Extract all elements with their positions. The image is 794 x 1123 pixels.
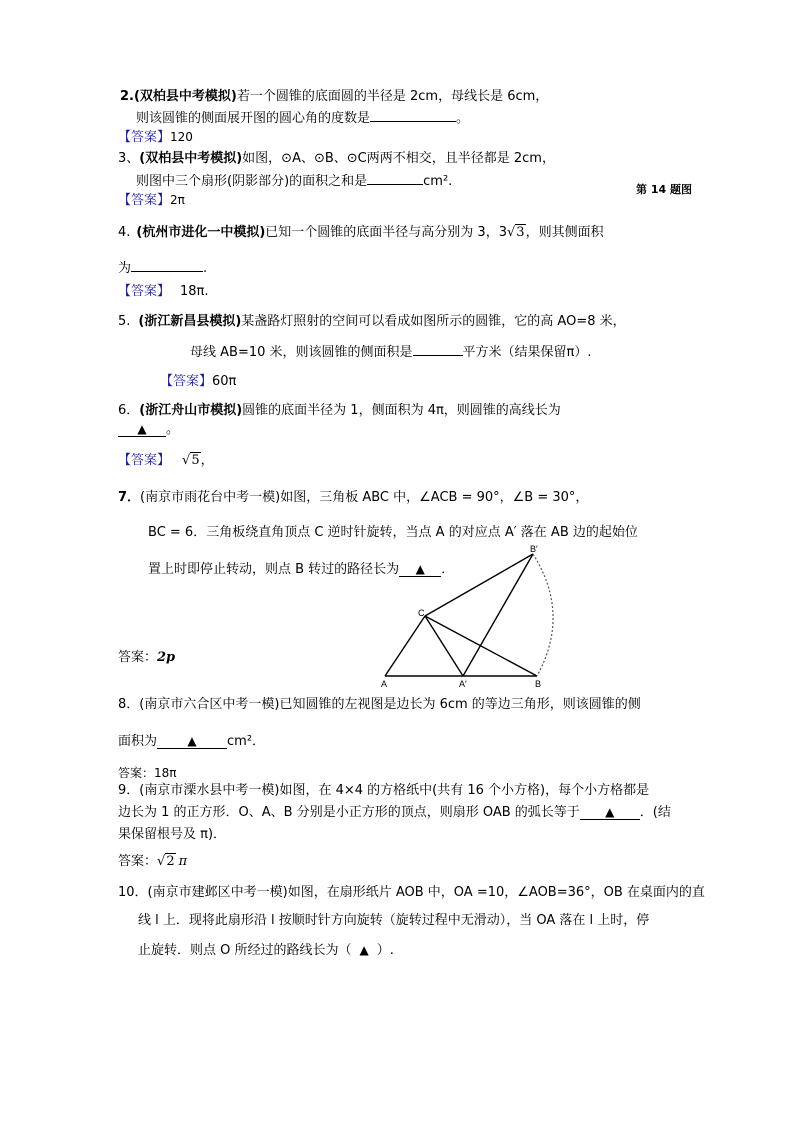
q3-line1 — [118, 150, 555, 168]
q2-text: 若一个圆锥的底面圆的半径是 2cm，母线长是 6cm， — [236, 89, 549, 104]
q5-text: 某盏路灯照射的空间可以看成如图所示的圆锥，它的高 AO=8 米， — [241, 314, 626, 329]
q6-source: (浙江舟山市模拟) — [139, 403, 243, 418]
q9-answer — [118, 853, 187, 871]
q6-blank — [118, 423, 166, 437]
q4-text2: 为 — [118, 261, 132, 276]
q6-line1 — [118, 402, 561, 420]
q9-text2-end: ．(结 — [639, 805, 671, 820]
q7-line1 — [118, 489, 588, 507]
q10-text3-end: ）. — [376, 943, 394, 958]
q3-text2: 则图中三个扇形(阴影部分)的面积之和是 — [136, 174, 368, 189]
q7-text: 如图，三角板 ABC 中，∠ACB = 90°，∠B = 30°， — [280, 490, 589, 505]
q5-text2: 母线 AB=10 米，则该圆锥的侧面积是 — [190, 345, 413, 360]
q5-line1 — [118, 313, 626, 331]
q10-text2: 线 l 上．现将此扇形沿 l 按顺时针方向旋转（旋转过程中无滑动），当 OA 落在 l 上时，停 — [138, 913, 650, 928]
q3-number: 3、 — [118, 151, 140, 166]
q4-text: 已知一个圆锥的底面半径与高分别为 3，3 — [265, 225, 507, 240]
q8-answer-label: 答案： — [118, 766, 155, 780]
q7-label-b: B — [535, 679, 542, 689]
q10-text3: 止旋转．则点 O 所经过的路线长为（ — [138, 943, 352, 958]
q8-blank — [157, 735, 227, 749]
q3-answer-label: 【答案】 — [118, 193, 171, 208]
q2-text2: 则该圆锥的侧面展开图的圆心角的度数是 — [136, 111, 371, 126]
q4-line2 — [118, 258, 207, 278]
q2-answer-value: 120 — [170, 130, 193, 144]
q9-text3: 果保留根号及 π)． — [118, 827, 227, 842]
q10-number: 10． — [118, 885, 148, 900]
q2-answer-label: 【答案】 — [118, 130, 171, 145]
q9-answer-value: 2 — [166, 854, 175, 869]
q4-text-end: ，则其侧面积 — [525, 225, 604, 240]
q7-text3: 置上时即停止转动，则点 B 转过的路径长为 — [148, 562, 400, 577]
q5-answer-value: 60π — [212, 374, 237, 389]
q8-triangle-icon: ▲ — [187, 734, 197, 748]
q2-number: 2. — [120, 89, 134, 104]
q7-answer-value: 2p — [157, 650, 176, 665]
q4-sqrt-radicand: 3 — [516, 225, 525, 240]
q6-text: 圆锥的底面半径为 1，侧面积为 4π，则圆锥的高线长为 — [242, 403, 561, 418]
q10-line3 — [138, 941, 394, 960]
q7-text2: BC = 6．三角板绕直角顶点 C 逆时针旋转，当点 A 的对应点 A′ 落在 AB 边的起始位 — [148, 525, 638, 540]
q7-side-a-prime-b-prime — [463, 554, 533, 676]
q5-blank — [413, 342, 463, 356]
q10-line2 — [138, 912, 649, 930]
q3-answer-value: 2π — [170, 193, 185, 207]
q7-line2 — [148, 524, 638, 542]
q10-text: 如图，在扇形纸片 AOB 中，OA =10，∠AOB=36°，OB 在桌面内的直 — [287, 885, 705, 900]
q4-line1 — [118, 224, 604, 242]
q6-answer-label: 【答案】 — [118, 453, 171, 468]
q4-answer-label: 【答案】 — [118, 284, 171, 299]
q7-label-b-prime: B′ — [530, 544, 538, 554]
q9-source: (南京市溧水县中考一模) — [139, 783, 280, 798]
q3-blank — [367, 171, 423, 185]
q6-answer — [118, 452, 214, 470]
q5-source: (浙江新昌县模拟) — [138, 314, 242, 329]
q6-number: 6． — [118, 403, 140, 418]
q9-answer-tail: π — [178, 854, 188, 869]
q8-answer-value: 18π — [154, 766, 177, 780]
q2-blank — [370, 108, 456, 122]
q7-side-ac — [385, 616, 425, 676]
q8-text2-end: cm²． — [227, 734, 266, 749]
q4-number: 4. — [118, 225, 131, 240]
q7-label-a: A — [381, 679, 388, 689]
q2-line2 — [136, 108, 469, 128]
q4-sqrt-icon: √3 — [506, 225, 525, 240]
q4-source: (杭州市进化一中模拟) — [136, 225, 266, 240]
q3-line2 — [136, 171, 452, 191]
q9-blank — [580, 806, 640, 820]
q8-text2: 面积为 — [118, 734, 158, 749]
q3-source: (双柏县中考模拟) — [139, 151, 243, 166]
q5-text2-end: 平方米（结果保留π）. — [462, 345, 592, 360]
q8-answer — [118, 764, 177, 782]
q7-triangle-icon: ▲ — [415, 562, 425, 576]
q7-label-a-prime: A′ — [459, 679, 467, 689]
q7-source: (南京市雨花台中考一模) — [140, 490, 281, 505]
q4-answer-value: 18π. — [180, 284, 209, 299]
q5-answer-label: 【答案】 — [160, 374, 213, 389]
q5-number: 5. — [118, 314, 131, 329]
q2-source: (双柏县中考模拟) — [133, 89, 237, 104]
q6-triangle-icon: ▲ — [137, 422, 147, 436]
q3-answer — [118, 191, 185, 210]
q7-side-ca-prime — [425, 616, 463, 676]
q3-text2-end: cm². — [423, 174, 453, 189]
q6-line2 — [118, 421, 179, 439]
q4-text2-end: . — [203, 261, 208, 276]
q10-line1 — [118, 884, 705, 902]
q2-answer — [118, 128, 193, 147]
q4-answer — [118, 283, 209, 301]
q9-answer-label: 答案： — [118, 854, 158, 869]
q9-line2 — [118, 804, 671, 822]
q9-sqrt-icon: √2 — [157, 854, 175, 869]
q2-line1 — [120, 88, 548, 106]
q5-answer — [160, 373, 236, 391]
q7-label-c: C — [418, 608, 425, 618]
q7-text3-end: ． — [441, 562, 455, 577]
q9-text2: 边长为 1 的正方形．O、A、B 分别是小正方形的顶点，则扇形 OAB 的弧长等于 — [118, 805, 580, 820]
q8-line1 — [118, 696, 641, 714]
q6-answer-tail: ， — [200, 453, 214, 468]
q10-source: (南京市建邺区中考一模) — [147, 885, 288, 900]
q7-rotation-arc — [533, 554, 553, 676]
q8-source: (南京市六合区中考一模) — [139, 697, 280, 712]
q9-text: 如图，在 4×4 的方格纸中(共有 16 个小方格)，每个小方格都是 — [279, 783, 650, 798]
q10-triangle-icon: ▲ — [359, 943, 369, 957]
q7-answer-label: 答案： — [118, 650, 158, 665]
q8-text: 已知圆锥的左视图是边长为 6cm 的等边三角形，则该圆锥的侧 — [279, 697, 641, 712]
q7-answer — [118, 649, 175, 667]
q7-triangle-figure — [375, 544, 555, 694]
q9-triangle-icon: ▲ — [605, 805, 615, 819]
q3-text: 如图，⊙A、⊙B、⊙C两两不相交，且半径都是 2cm， — [242, 151, 555, 166]
q9-number: 9． — [118, 783, 140, 798]
q2-text2-end: 。 — [456, 111, 470, 126]
q6-text2-end: 。 — [166, 422, 180, 437]
q7-number: 7． — [118, 490, 141, 505]
q9-line3 — [118, 826, 226, 844]
q9-line1 — [118, 782, 649, 800]
q7-side-cb-prime — [425, 554, 533, 616]
q4-blank — [131, 258, 203, 272]
q6-sqrt-icon: √5 — [182, 453, 200, 468]
q6-answer-value: 5 — [191, 453, 200, 468]
q5-line2 — [190, 342, 591, 362]
q8-line2 — [118, 733, 265, 751]
q3-figure-caption: 第 14 题图 — [636, 183, 692, 196]
q8-number: 8． — [118, 697, 140, 712]
